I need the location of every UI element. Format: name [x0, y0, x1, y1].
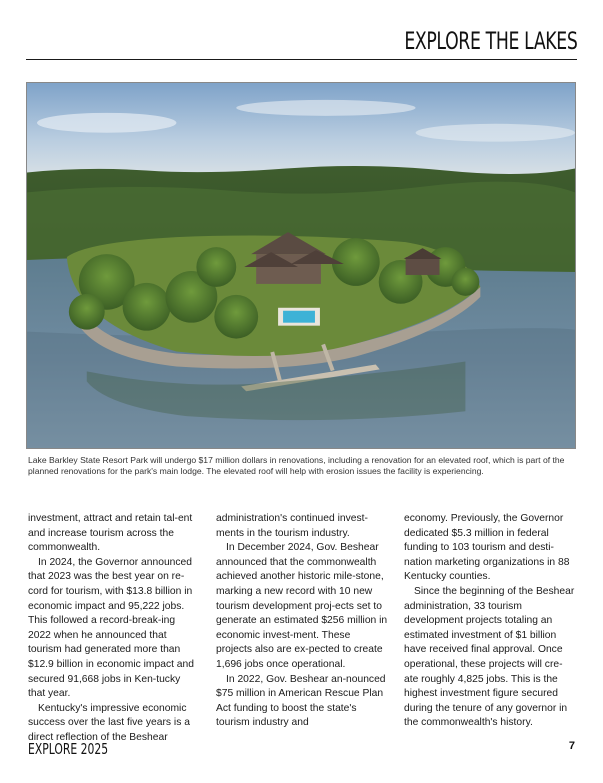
text-column-3 [404, 512, 576, 731]
paragraph: investment, attract and retain tal-ent and increase tourism across the commonwealth. [28, 513, 193, 554]
page-header-title: EXPLORE THE LAKES [403, 27, 577, 55]
aerial-lodge-photo [26, 82, 576, 449]
header-divider [26, 59, 577, 60]
text-column-2 [216, 512, 388, 731]
photo-caption: Lake Barkley State Resort Park will undergo $17 million dollars in renovations, including a renovation for an elevated roof, which is part of the planned renovations for the park's main lodge. The elevated roof will help with erosion issues the facility is experiencing. [28, 455, 565, 477]
text-column-1 [28, 512, 200, 746]
paragraph: In December 2024, Gov. Beshear announced that the commonwealth achieved another historic mile-stone, marking a new record with 10 new tourism development proj-ects set to generate an estimated $256 million in economic invest-ment. These projects also are ex-pected to create 1,696 jobs once operational. [216, 542, 388, 670]
page-number: 7 [568, 740, 575, 752]
paragraph: In 2024, the Governor announced that 2023 was the best year on re-cord for tourism, with $13.8 billion in economic impact and 95,222 jobs. This followed a record-break-ing 2022 when he announced that tourism had generated more than $12.9 billion in economic impact and secured 91,668 jobs in Ken-tucky that year. [28, 556, 194, 700]
paragraph: administration's continued invest-ments in the tourism industry. [216, 513, 368, 539]
aerial-lodge-illustration [27, 83, 575, 448]
paragraph: Since the beginning of the Beshear administration, 33 tourism development projects totaling an estimated investment of $1 billion have received final approval. Once operational, these projects will cre-ate roughly 4,825 jobs. This is the highest investment figure secured during the tenure of any governor in the commonwealth's history. [404, 585, 575, 729]
paragraph: Kentucky's impressive economic success over the last five years is a direct reflection of the Beshear [28, 702, 190, 743]
paragraph: In 2022, Gov. Beshear an-nounced $75 million in American Rescue Plan Act funding to boost the state's tourism industry and [216, 673, 386, 729]
footer-publication: EXPLORE 2025 [28, 740, 109, 758]
paragraph: economy. Previously, the Governor dedicated $5.3 million in federal funding to 103 tourism and desti-nation marketing organizations in 88 Kentucky counties. [404, 513, 570, 583]
